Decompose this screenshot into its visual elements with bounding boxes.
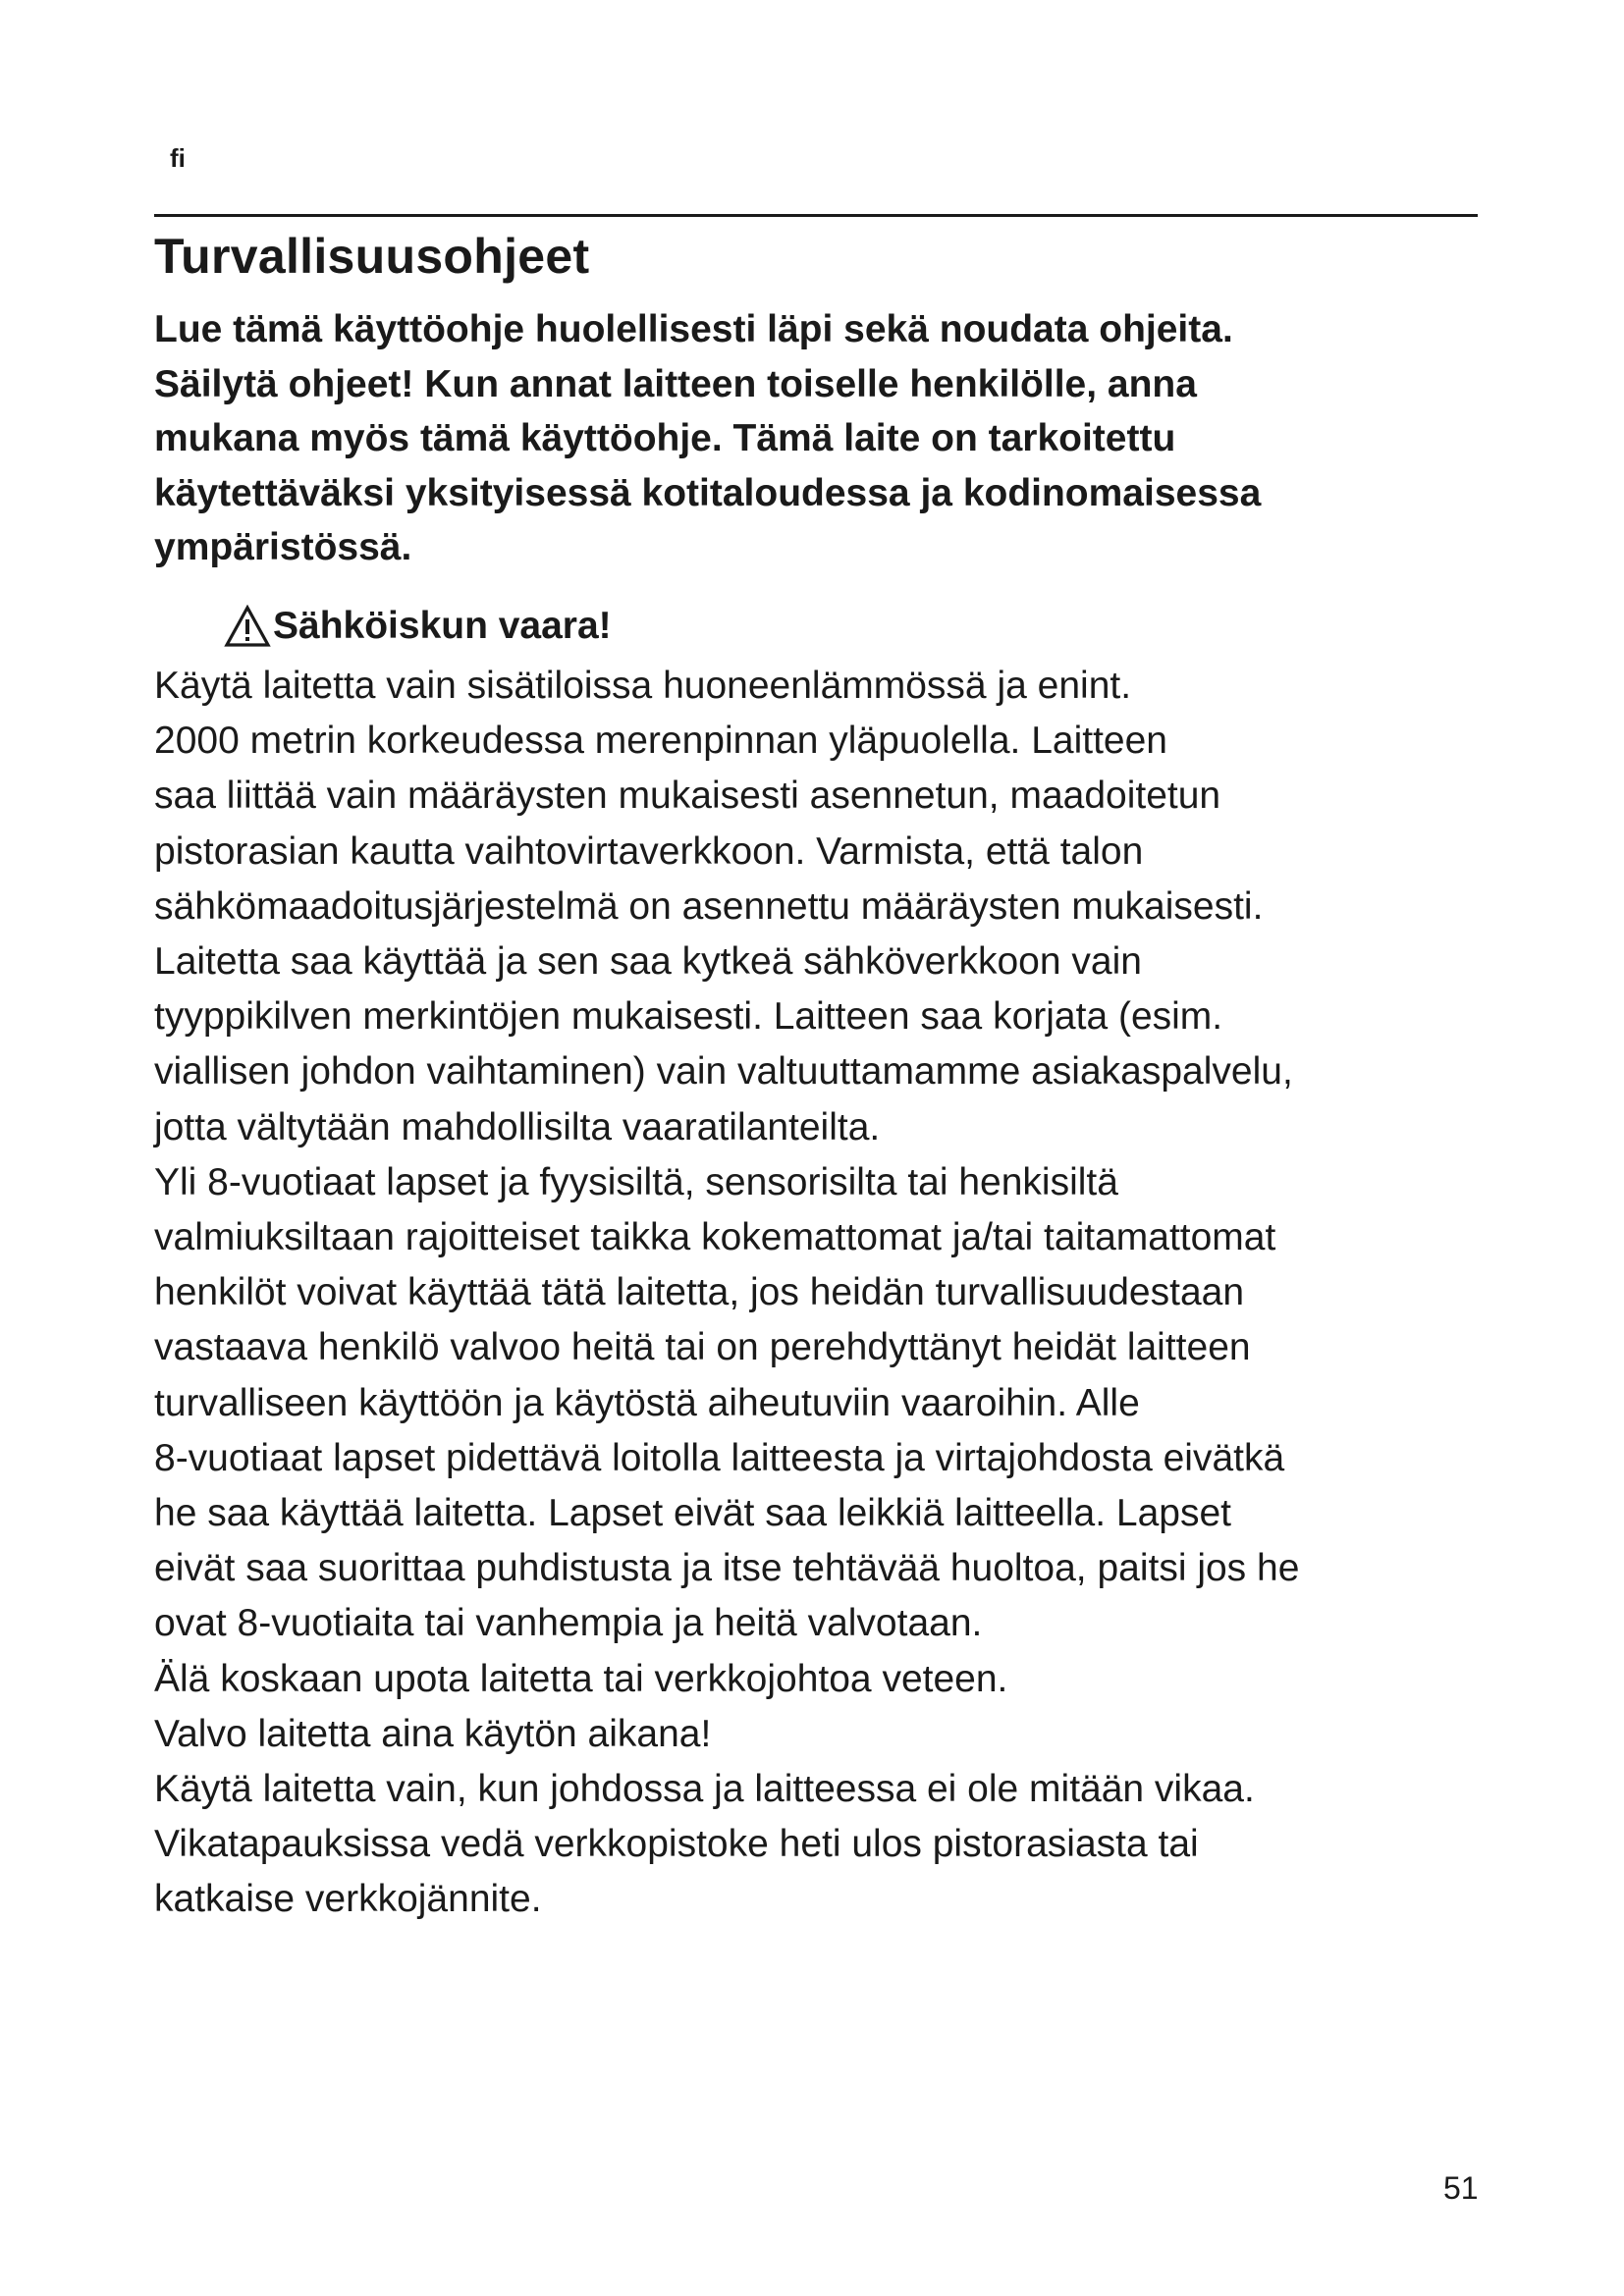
body-line: ovat 8-vuotiaita tai vanhempia ja heitä valvotaan. [154, 1602, 983, 1645]
body-line: vastaava henkilö valvoo heitä tai on perehdyttänyt heidät laitteen [154, 1326, 1251, 1369]
intro-line: mukana myös tämä käyttöohje. Tämä laite on tarkoitettu [154, 417, 1176, 459]
body-line: Laitetta saa käyttää ja sen saa kytkeä sähköverkkoon vain [154, 940, 1142, 984]
body-line: valmiuksiltaan rajoitteiset taikka kokemattomat ja/tai taitamattomat [154, 1216, 1276, 1259]
intro-line: Lue tämä käyttöohje huolellisesti läpi sekä noudata ohjeita. [154, 308, 1233, 350]
body-line: viallisen johdon vaihtaminen) vain valtuuttamamme asiakaspalvelu, [154, 1050, 1293, 1094]
intro-line: ympäristössä. [154, 526, 412, 568]
intro-paragraph [154, 302, 1478, 575]
body-line: eivät saa suorittaa puhdistusta ja itse tehtävää huoltoa, paitsi jos he [154, 1547, 1300, 1590]
safety-body-text [154, 659, 1489, 1928]
body-line: saa liittää vain määräysten mukaisesti asennetun, maadoitetun [154, 774, 1221, 818]
body-line: 8-vuotiaat lapset pidettävä loitolla laitteesta ja virtajohdosta eivätkä [154, 1436, 1285, 1479]
body-line: Yli 8-vuotiaat lapset ja fyysisiltä, sensorisilta tai henkisiltä [154, 1160, 1118, 1203]
intro-line: Säilytä ohjeet! Kun annat laitteen toiselle henkilölle, anna [154, 362, 1197, 405]
warning-text: Sähköiskun vaara! [273, 605, 612, 647]
warning-triangle-icon [224, 605, 271, 648]
page-title: Turvallisuusohjeet [154, 229, 590, 284]
body-line: Älä koskaan upota laitetta tai verkkojohtoa veteen. [154, 1657, 1008, 1700]
body-line: he saa käyttää laitetta. Lapset eivät saa leikkiä laitteella. Lapset [154, 1492, 1232, 1535]
body-line: katkaise verkkojännite. [154, 1878, 542, 1921]
body-line: Käytä laitetta vain sisätiloissa huoneenlämmössä ja enint. [154, 665, 1132, 707]
intro-line: käytettäväksi yksityisessä kotitaloudessa ja kodinomaisessa [154, 471, 1262, 514]
body-line: henkilöt voivat käyttää tätä laitetta, jos heidän turvallisuudestaan [154, 1271, 1245, 1314]
body-line: jotta vältytään mahdollisilta vaaratilanteilta. [154, 1105, 881, 1148]
body-line: Valvo laitetta aina käytön aikana! [154, 1712, 712, 1755]
body-line: pistorasian kautta vaihtovirtaverkkoon. Varmista, että talon [154, 829, 1144, 873]
electric-shock-warning [224, 599, 612, 654]
body-line: sähkömaadoitusjärjestelmä on asennettu määräysten mukaisesti. [154, 884, 1264, 928]
body-line: turvalliseen käyttöön ja käytöstä aiheutuviin vaaroihin. Alle [154, 1381, 1140, 1424]
body-line: 2000 metrin korkeudessa merenpinnan yläpuolella. Laitteen [154, 720, 1167, 763]
body-line: Käytä laitetta vain, kun johdossa ja laitteessa ei ole mitään vikaa. [154, 1768, 1255, 1811]
page-number: 51 [1443, 2170, 1479, 2206]
header-divider [154, 214, 1478, 217]
body-line: Vikatapauksissa vedä verkkopistoke heti ulos pistorasiasta tai [154, 1823, 1199, 1866]
language-tag: fi [170, 143, 186, 173]
body-line: tyyppikilven merkintöjen mukaisesti. Laitteen saa korjata (esim. [154, 995, 1223, 1039]
